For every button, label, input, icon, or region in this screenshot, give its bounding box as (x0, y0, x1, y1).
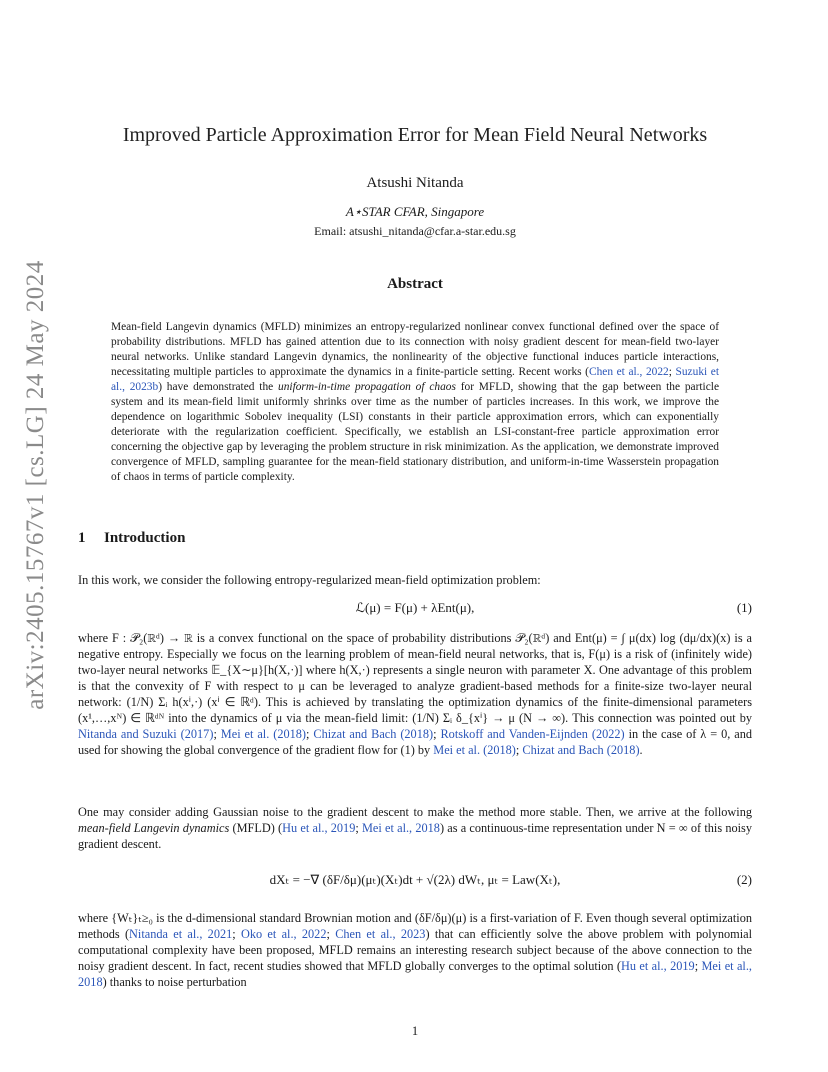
paragraph-text: . (639, 743, 643, 757)
section-title: Introduction (104, 530, 186, 546)
abstract-text: ) have demonstrated the (158, 381, 279, 393)
citation-link[interactable]: Chizat and Bach (2018) (313, 727, 434, 741)
section-number: 1 (78, 530, 86, 546)
equation-body: dXₜ = −∇ (δF/δμ)(μₜ)(Xₜ)dt + √(2λ) dWₜ, μₜ = Law(Xₜ), (269, 872, 561, 887)
citation-link[interactable]: Suzuki et al., 2023b (111, 366, 719, 393)
equation-body: ℒ(μ) = F(μ) + λEnt(μ), (355, 600, 475, 615)
paragraph-text: in the case of λ = 0, and used for showing the global convergence of the gradient flow for (1) by (78, 727, 752, 757)
citation-link[interactable]: Chen et al., 2022 (588, 366, 669, 378)
citation-separator: ; (213, 727, 221, 741)
intro-paragraph-4 (78, 910, 752, 990)
citation-link[interactable]: Mei et al., 2018 (361, 821, 440, 835)
citation-link[interactable]: Chen et al., 2023 (335, 927, 426, 941)
citation-link[interactable]: Mei et al., 2018 (78, 959, 752, 989)
arxiv-identifier-text: arXiv:2405.15767v1 [cs.LG] 24 May 2024 (22, 260, 49, 710)
paragraph-text: where F : 𝒫₂(ℝᵈ) → ℝ is a convex functional on the space of probability distributions 𝒫₂(ℝᵈ) and Ent(μ) = ∫ μ(dx) log (dμ/dx)(x) is a negative entropy. Especially we focus on the learning problem of mean-field neural networks, that is, F(μ) is a risk of (infinitely wide) two-layer neural networks 𝔼_{X∼μ}[h(X,·)] where h(X,·) represents a single neuron with parameter X. One advantage of this problem is that the convexity of F with respect to μ can be leveraged to analyze gradient-based methods for a finite-size two-layer neural network: (1/N) Σᵢ h(xⁱ,·) (xⁱ ∈ ℝᵈ). This is achieved by translating the optimization dynamics of the finite-dimensional parameters (x¹,…,xᴺ) ∈ ℝᵈᴺ into the dynamics of μ via the mean-field limit: (1/N) Σᵢ δ_{xⁱ} → μ (N → ∞). This connection was pointed out by (78, 631, 752, 725)
citation-link[interactable]: Rotskoff and Vanden-Eijnden (2022) (440, 727, 625, 741)
arxiv-identifier-stamp (12, 260, 60, 710)
abstract-text: for MFLD, showing that the gap between the particle system and its mean-field limit uniformly shrinks over time as the number of particles increases. In this work, we improve the dependence on logarithmic Sobolev inequality (LSI) constants in their particle approximation errors, which can exponentially deteriorate with the regularization coefficient. Specifically, we establish an LSI-constant-free particle approximation error concerning the objective gap by leveraging the problem structure in risk minimization. As the application, we demonstrate improved convergence of MFLD, sampling guarantee for the mean-field stationary distribution, and uniform-in-time Wasserstein propagation of chaos in terms of particle complexity. (111, 381, 719, 483)
intro-paragraph-1 (78, 572, 752, 588)
citation-link[interactable]: Chizat and Bach (2018) (522, 743, 640, 757)
paragraph-text: where {Wₜ}ₜ≥₀ is the d-dimensional standard Brownian motion and (δF/δμ)(μ) is a first-variation of F. Even though several optimization methods ( (78, 911, 752, 941)
citation-separator: ; (668, 366, 676, 378)
abstract-body (111, 320, 719, 485)
citation-separator: ; (694, 959, 702, 973)
equation-number: (1) (736, 600, 752, 615)
citation-separator: ; (326, 927, 336, 941)
paragraph-text: ) that can efficiently solve the above problem with polynomial computational complexity have been proposed, MFLD remains an interesting research subject because of the above connection to the noisy gradient descent. In fact, recent studies showed that MFLD globally converges to the optimal solution ( (78, 927, 753, 973)
equation-1 (78, 600, 752, 620)
equation-number: (2) (736, 872, 752, 887)
paragraph-text: ) thanks to noise perturbation (102, 975, 247, 989)
citation-link[interactable]: Oko et al., 2022 (240, 927, 327, 941)
abstract-text: Mean-field Langevin dynamics (MFLD) minimizes an entropy-regularized nonlinear convex functional defined over the space of probability distributions. MFLD has gained attention due to its connection with noisy gradient descent for mean-field two-layer neural networks. Unlike standard Langevin dynamics, the nonlinearity of the objective functional induces particle interactions, necessitating multiple particles to approximate the dynamics in a finite-particle setting. Recent works ( (111, 321, 719, 378)
paper-title: Improved Particle Approximation Error for Mean Field Neural Networks (122, 124, 708, 146)
paragraph-text: (MFLD) ( (229, 821, 283, 835)
equation-2 (78, 872, 752, 892)
paragraph-text: In this work, we consider the following entropy-regularized mean-field optimization problem: (78, 573, 541, 587)
author-affiliation: A⋆STAR CFAR, Singapore (345, 204, 485, 219)
citation-link[interactable]: Nitanda and Suzuki (2017) (78, 727, 214, 741)
citation-separator: ; (232, 927, 241, 941)
citation-link[interactable]: Mei et al. (2018) (433, 743, 516, 757)
citation-link[interactable]: Mei et al. (2018) (220, 727, 307, 741)
abstract-emphasis: uniform-in-time propagation of chaos (278, 381, 456, 393)
citation-separator: ; (515, 743, 523, 757)
citation-separator: ; (355, 821, 362, 835)
citation-separator: ; (433, 727, 441, 741)
paragraph-emphasis: mean-field Langevin dynamics (78, 821, 230, 835)
author-name: Atsushi Nitanda (366, 175, 464, 191)
intro-paragraph-2 (78, 630, 752, 758)
paragraph-text: ) as a continuous-time representation under N = ∞ of this noisy gradient descent. (78, 821, 752, 851)
paragraph-text: One may consider adding Gaussian noise to the gradient descent to make the method more stable. Then, we arrive at the following (78, 805, 752, 819)
citation-link[interactable]: Nitanda et al., 2021 (129, 927, 233, 941)
section-heading (78, 530, 752, 547)
author-email: Email: atsushi_nitanda@cfar.a-star.edu.sg (314, 224, 516, 238)
page-number: 1 (411, 1024, 419, 1038)
citation-link[interactable]: Hu et al., 2019 (282, 821, 356, 835)
citation-link[interactable]: Hu et al., 2019 (621, 959, 695, 973)
abstract-heading: Abstract (387, 276, 443, 292)
citation-separator: ; (306, 727, 314, 741)
intro-paragraph-3 (78, 804, 752, 852)
